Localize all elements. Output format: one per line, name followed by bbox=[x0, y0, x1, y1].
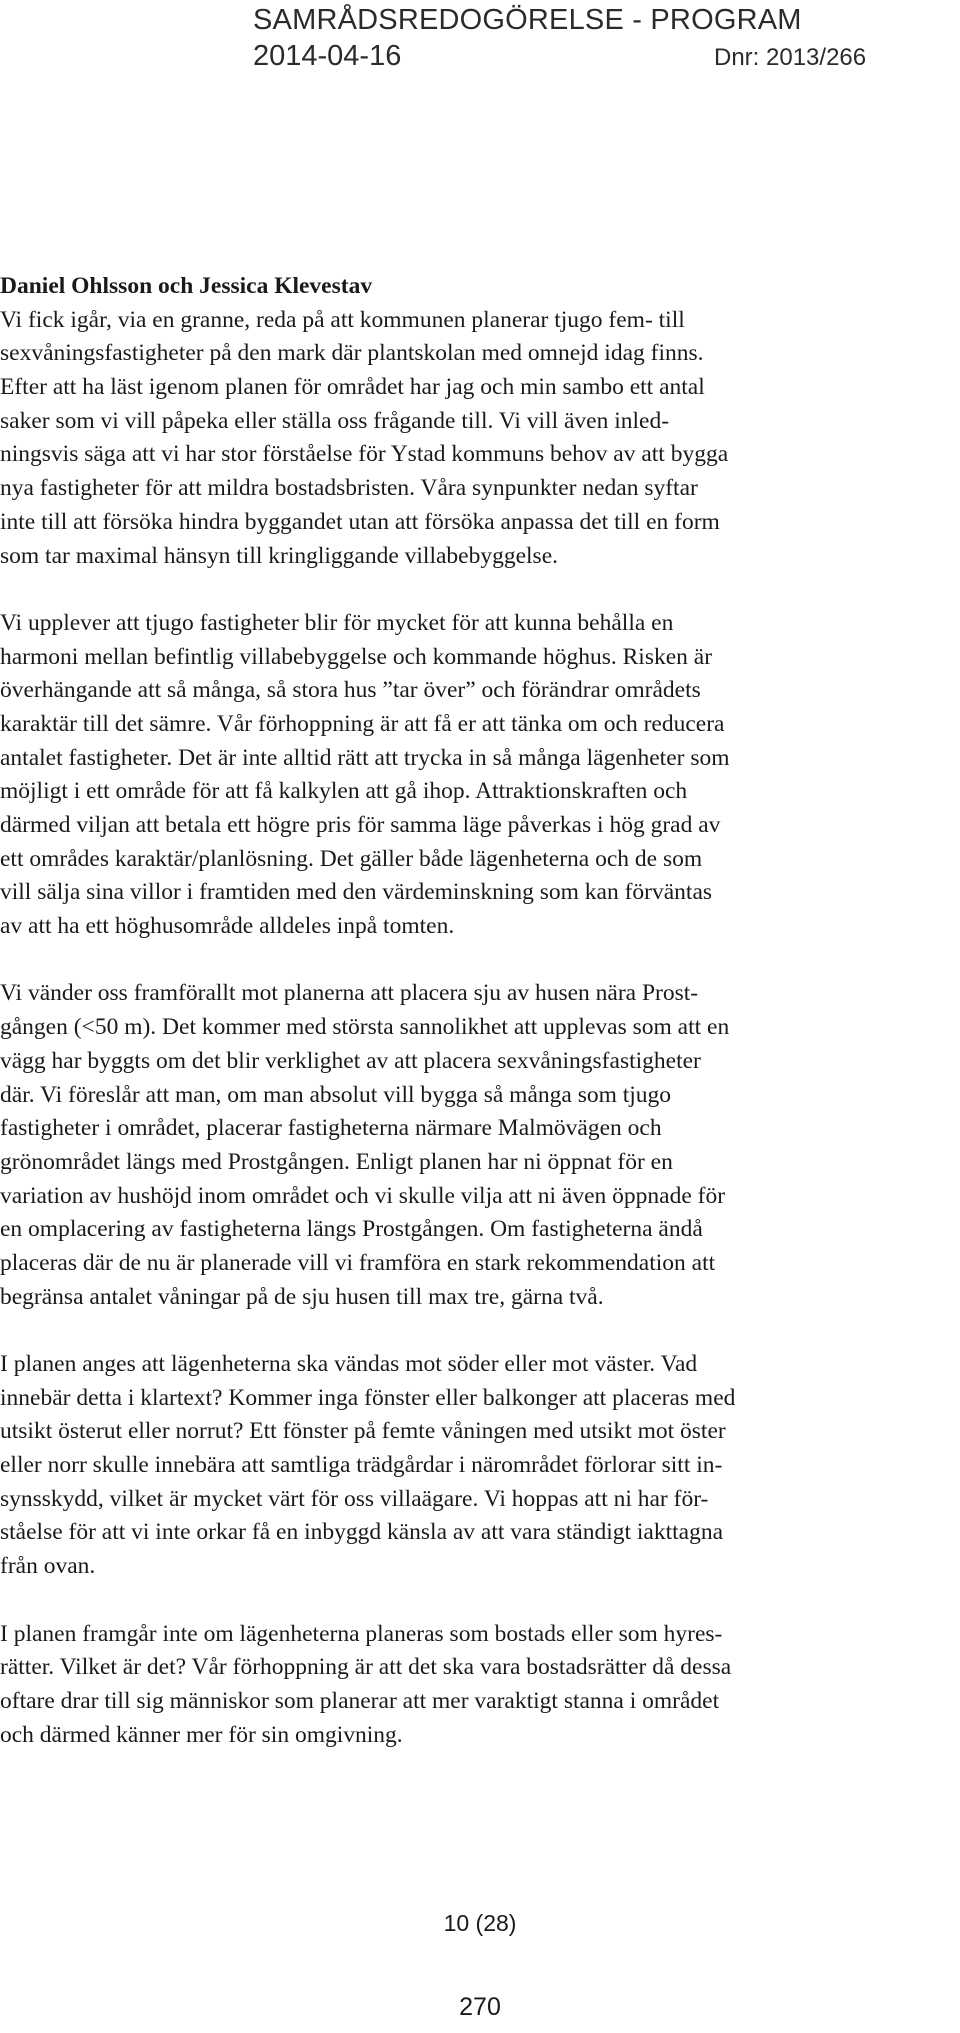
text-line: och därmed känner mer för sin omgivning. bbox=[0, 1721, 403, 1748]
paragraph bbox=[0, 977, 960, 1314]
text-line: utsikt österut eller norrut? Ett fönster på femte våningen med utsikt mot öster bbox=[0, 1418, 726, 1445]
text-line: ningsvis säga att vi har stor förståelse för Ystad kommuns behov av att bygga bbox=[0, 441, 729, 468]
text-line: I planen anges att lägenheterna ska vändas mot söder eller mot väster. Vad bbox=[0, 1351, 698, 1377]
text-line: sexvåningsfastigheter på den mark där plantskolan med omnejd idag finns. bbox=[0, 340, 704, 367]
text-line: som tar maximal hänsyn till kringliggande villabebyggelse. bbox=[0, 542, 559, 569]
text-line: saker som vi vill påpeka eller ställa oss frågande till. Vi vill även inled- bbox=[0, 407, 670, 434]
paragraph-gap bbox=[0, 944, 960, 978]
text-line: oftare drar till sig människor som planerar att mer varaktigt stanna i området bbox=[0, 1687, 720, 1714]
page-number: 10 (28) bbox=[443, 1910, 517, 1936]
text-line: synsskydd, vilket är mycket värt för oss villaägare. Vi hoppas att ni har för- bbox=[0, 1485, 709, 1512]
text-line: från ovan. bbox=[0, 1553, 96, 1580]
text-line: en omplacering av fastigheterna längs Prostgången. Om fastigheterna ändå bbox=[0, 1216, 703, 1243]
text-line: ett områdes karaktär/planlösning. Det gäller både lägenheterna och de som bbox=[0, 845, 703, 872]
text-line: begränsa antalet våningar på de sju husen till max tre, gärna två. bbox=[0, 1283, 604, 1310]
paragraph bbox=[0, 304, 960, 574]
text-line: ståelse för att vi inte orkar få en inbyggd känsla av att vara ständigt iakttagna bbox=[0, 1519, 724, 1546]
text-line: karaktär till det sämre. Vår förhoppning är att få er att tänka om och reducera bbox=[0, 710, 725, 737]
diary-number: Dnr: 2013/266 bbox=[714, 44, 867, 71]
text-line: Efter att ha läst igenom planen för området har jag och min sambo ett antal bbox=[0, 374, 705, 401]
text-line: grönområdet längs med Prostgången. Enligt planen har ni öppnat för en bbox=[0, 1148, 673, 1175]
text-line: rätter. Vilket är det? Vår förhoppning är att det ska vara bostadsrätter då dessa bbox=[0, 1654, 732, 1681]
document-title: SAMRÅDSREDOGÖRELSE - PROGRAM bbox=[253, 4, 802, 36]
text-line: vägg har byggts om det blir verklighet av att placera sexvåningsfastigheter bbox=[0, 1047, 701, 1074]
text-line: av att ha ett höghusområde alldeles inpå tomten. bbox=[0, 913, 455, 940]
text-line: innebär detta i klartext? Kommer inga fönster eller balkonger att placeras med bbox=[0, 1384, 736, 1411]
text-line: Vi vänder oss framförallt mot planerna att placera sju av husen nära Prost- bbox=[0, 980, 699, 1007]
text-line: eller norr skulle innebära att samtliga trädgårdar i närområdet förlorar sitt in- bbox=[0, 1452, 723, 1479]
text-line: placeras där de nu är planerade vill vi framföra en stark rekommendation att bbox=[0, 1249, 716, 1276]
text-line: nya fastigheter för att mildra bostadsbristen. Våra synpunkter nedan syftar bbox=[0, 475, 698, 502]
text-line: överhängande att så många, så stora hus ”tar över” och förändrar områdets bbox=[0, 677, 701, 704]
text-line: Vi upplever att tjugo fastigheter blir för mycket för att kunna behålla en bbox=[0, 609, 674, 636]
paragraph bbox=[0, 1348, 960, 1584]
text-line: antalet fastigheter. Det är inte alltid rätt att trycka in så många lägenheter som bbox=[0, 744, 730, 771]
text-line: möjligt i ett område för att få kalkylen att gå ihop. Attraktionskraften och bbox=[0, 778, 688, 805]
paragraph-gap bbox=[0, 1584, 960, 1618]
page-stamp: 270 bbox=[459, 1993, 501, 2021]
text-line: vill sälja sina villor i framtiden med den värdeminskning som kan förväntas bbox=[0, 879, 713, 906]
text-line: fastigheter i området, placerar fastigheterna närmare Malmövägen och bbox=[0, 1115, 662, 1142]
paragraph bbox=[0, 1618, 960, 1753]
text-line: variation av hushöjd inom området och vi skulle vilja att ni även öppnade för bbox=[0, 1182, 726, 1209]
text-line: inte till att försöka hindra byggandet utan att försöka anpassa det till en form bbox=[0, 508, 720, 535]
paragraph bbox=[0, 607, 960, 944]
text-line: Vi fick igår, via en granne, reda på att kommunen planerar tjugo fem- till bbox=[0, 306, 685, 333]
text-line: I planen framgår inte om lägenheterna planeras som bostads eller som hyres- bbox=[0, 1620, 723, 1647]
document-date: 2014-04-16 bbox=[253, 40, 402, 72]
text-line: därmed viljan att betala ett högre pris för samma läge påverkas i hög grad av bbox=[0, 812, 721, 838]
paragraph-gap bbox=[0, 1314, 960, 1348]
paragraph-gap bbox=[0, 573, 960, 607]
text-line: harmoni mellan befintlig villabebyggelse och kommande höghus. Risken är bbox=[0, 643, 713, 670]
text-line: gången (<50 m). Det kommer med största sannolikhet att upplevas som att en bbox=[0, 1014, 730, 1041]
document-body bbox=[0, 270, 960, 1752]
text-line: där. Vi föreslår att man, om man absolut vill bygga så många som tjugo bbox=[0, 1081, 672, 1108]
author-heading: Daniel Ohlsson och Jessica Klevestav bbox=[0, 273, 373, 299]
